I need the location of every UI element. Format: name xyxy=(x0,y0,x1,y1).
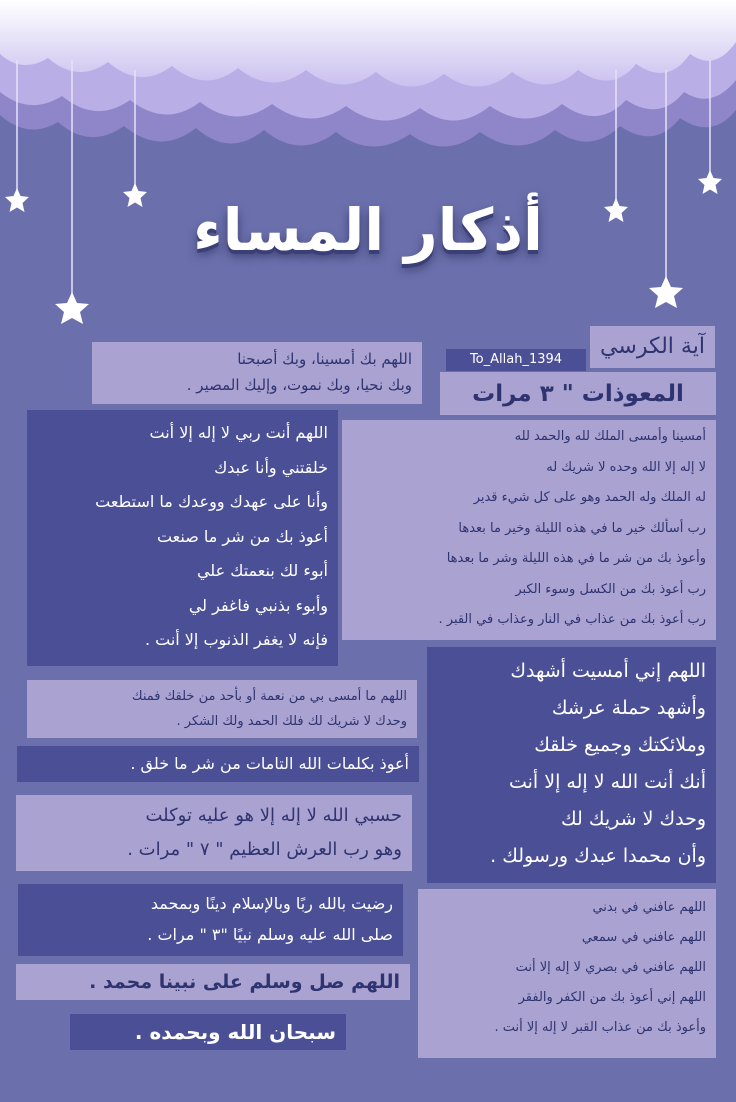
istighfar-line-6: وأبوء بذنبي فاغفر لي xyxy=(188,595,328,615)
hasbiya-allah-block xyxy=(16,795,412,871)
raditu-line-1: رضيت بالله ربًا وبالإسلام دينًا وبمحمد xyxy=(150,894,393,913)
afini-line-4: اللهم إني أعوذ بك من الكفر والفقر xyxy=(518,990,706,1005)
amsayna-wa-amsa-block xyxy=(342,420,716,640)
account-handle: To_Allah_1394 xyxy=(446,349,586,371)
ushhiduk-line-1: اللهم إني أمسيت أشهدك xyxy=(510,660,706,682)
afini-line-5: وأعوذ بك من عذاب القبر لا إله إلا أنت . xyxy=(494,1020,706,1035)
istighfar-line-2: خلقتني وأنا عبدك xyxy=(214,457,328,477)
amsayna-line-3: له الملك وله الحمد وهو على كل شيء قدير xyxy=(473,490,706,505)
raditu-block xyxy=(18,884,403,956)
ushhiduk-line-4: أنك أنت الله لا إله إلا أنت xyxy=(508,771,706,793)
ma-amsa-bi-block xyxy=(27,680,417,738)
istighfar-line-7: فإنه لا يغفر الذنوب إلا أنت . xyxy=(144,630,328,649)
amsayna-line-5: وأعوذ بك من شر ما في هذه الليلة وشر ما بعدها xyxy=(446,551,706,566)
ushhiduk-line-6: وأن محمدا عبدك ورسولك . xyxy=(490,845,706,867)
ushhiduk-line-2: وأشهد حملة عرشك xyxy=(551,697,706,719)
salli-block xyxy=(16,964,410,1000)
kalimat-tammat-block xyxy=(17,746,419,782)
raditu-line-2: صلى الله عليه وسلم نبيًا "٣ " مرات . xyxy=(147,925,393,944)
muawwidhat-label: المعوذات " ٣ مرات xyxy=(440,372,716,415)
sayyid-istighfar-block xyxy=(27,410,338,666)
ayat-kursi-label: آية الكرسي xyxy=(590,326,715,368)
afini-line-1: اللهم عافني في بدني xyxy=(592,900,706,915)
ma-amsa-line-2: وحدك لا شريك لك فلك الحمد ولك الشكر . xyxy=(176,714,407,729)
amsayna-line-7: رب أعوذ بك من عذاب في النار وعذاب في القبر . xyxy=(438,612,706,627)
amsayna-line-1: أمسينا وأمسى الملك لله والحمد لله xyxy=(514,429,706,444)
clouds-stars-decoration xyxy=(0,0,736,340)
istighfar-line-1: اللهم أنت ربي لا إله إلا أنت xyxy=(149,423,328,442)
amsayna-bika-line-1: اللهم بك أمسينا، وبك أصبحنا xyxy=(237,350,412,368)
afini-line-2: اللهم عافني في سمعي xyxy=(581,930,706,945)
amsayna-line-2: لا إله إلا الله وحده لا شريك له xyxy=(546,459,706,475)
salli-line-1: اللهم صل وسلم على نبينا محمد . xyxy=(89,971,400,993)
amsayna-line-6: رب أعوذ بك من الكسل وسوء الكبر xyxy=(515,581,706,597)
amsayna-bika-block xyxy=(92,342,422,404)
istighfar-line-4: أعوذ بك من شر ما صنعت xyxy=(156,526,328,546)
ushhiduk-line-5: وحدك لا شريك لك xyxy=(560,808,706,830)
ushhiduk-line-3: وملائكتك وجميع خلقك xyxy=(534,734,706,756)
afini-line-3: اللهم عافني في بصري لا إله إلا أنت xyxy=(515,960,706,975)
afini-block xyxy=(418,889,716,1058)
amsayt-ushhiduk-block xyxy=(427,647,716,883)
hasbiya-line-2: وهو رب العرش العظيم " ٧ " مرات . xyxy=(127,839,402,860)
istighfar-line-5: أبوء لك بنعمتك علي xyxy=(196,561,328,580)
subhan-line-1: سبحان الله وبحمده . xyxy=(134,1020,336,1044)
amsayna-line-4: رب أسألك خير ما في هذه الليلة وخير ما بعدها xyxy=(458,520,706,536)
ma-amsa-line-1: اللهم ما أمسى بي من نعمة أو بأحد من خلقك فمنك xyxy=(131,689,407,704)
istighfar-line-3: وأنا على عهدك ووعدك ما استطعت xyxy=(95,492,328,511)
kalimat-line-1: أعوذ بكلمات الله التامات من شر ما خلق . xyxy=(130,754,409,773)
amsayna-bika-line-2: وبك نحيا، وبك نموت، وإليك المصير . xyxy=(186,376,412,394)
page-title: أذكار المساء xyxy=(193,196,543,264)
subhan-block xyxy=(70,1014,346,1050)
hasbiya-line-1: حسبي الله لا إله إلا هو عليه توكلت xyxy=(145,805,402,826)
